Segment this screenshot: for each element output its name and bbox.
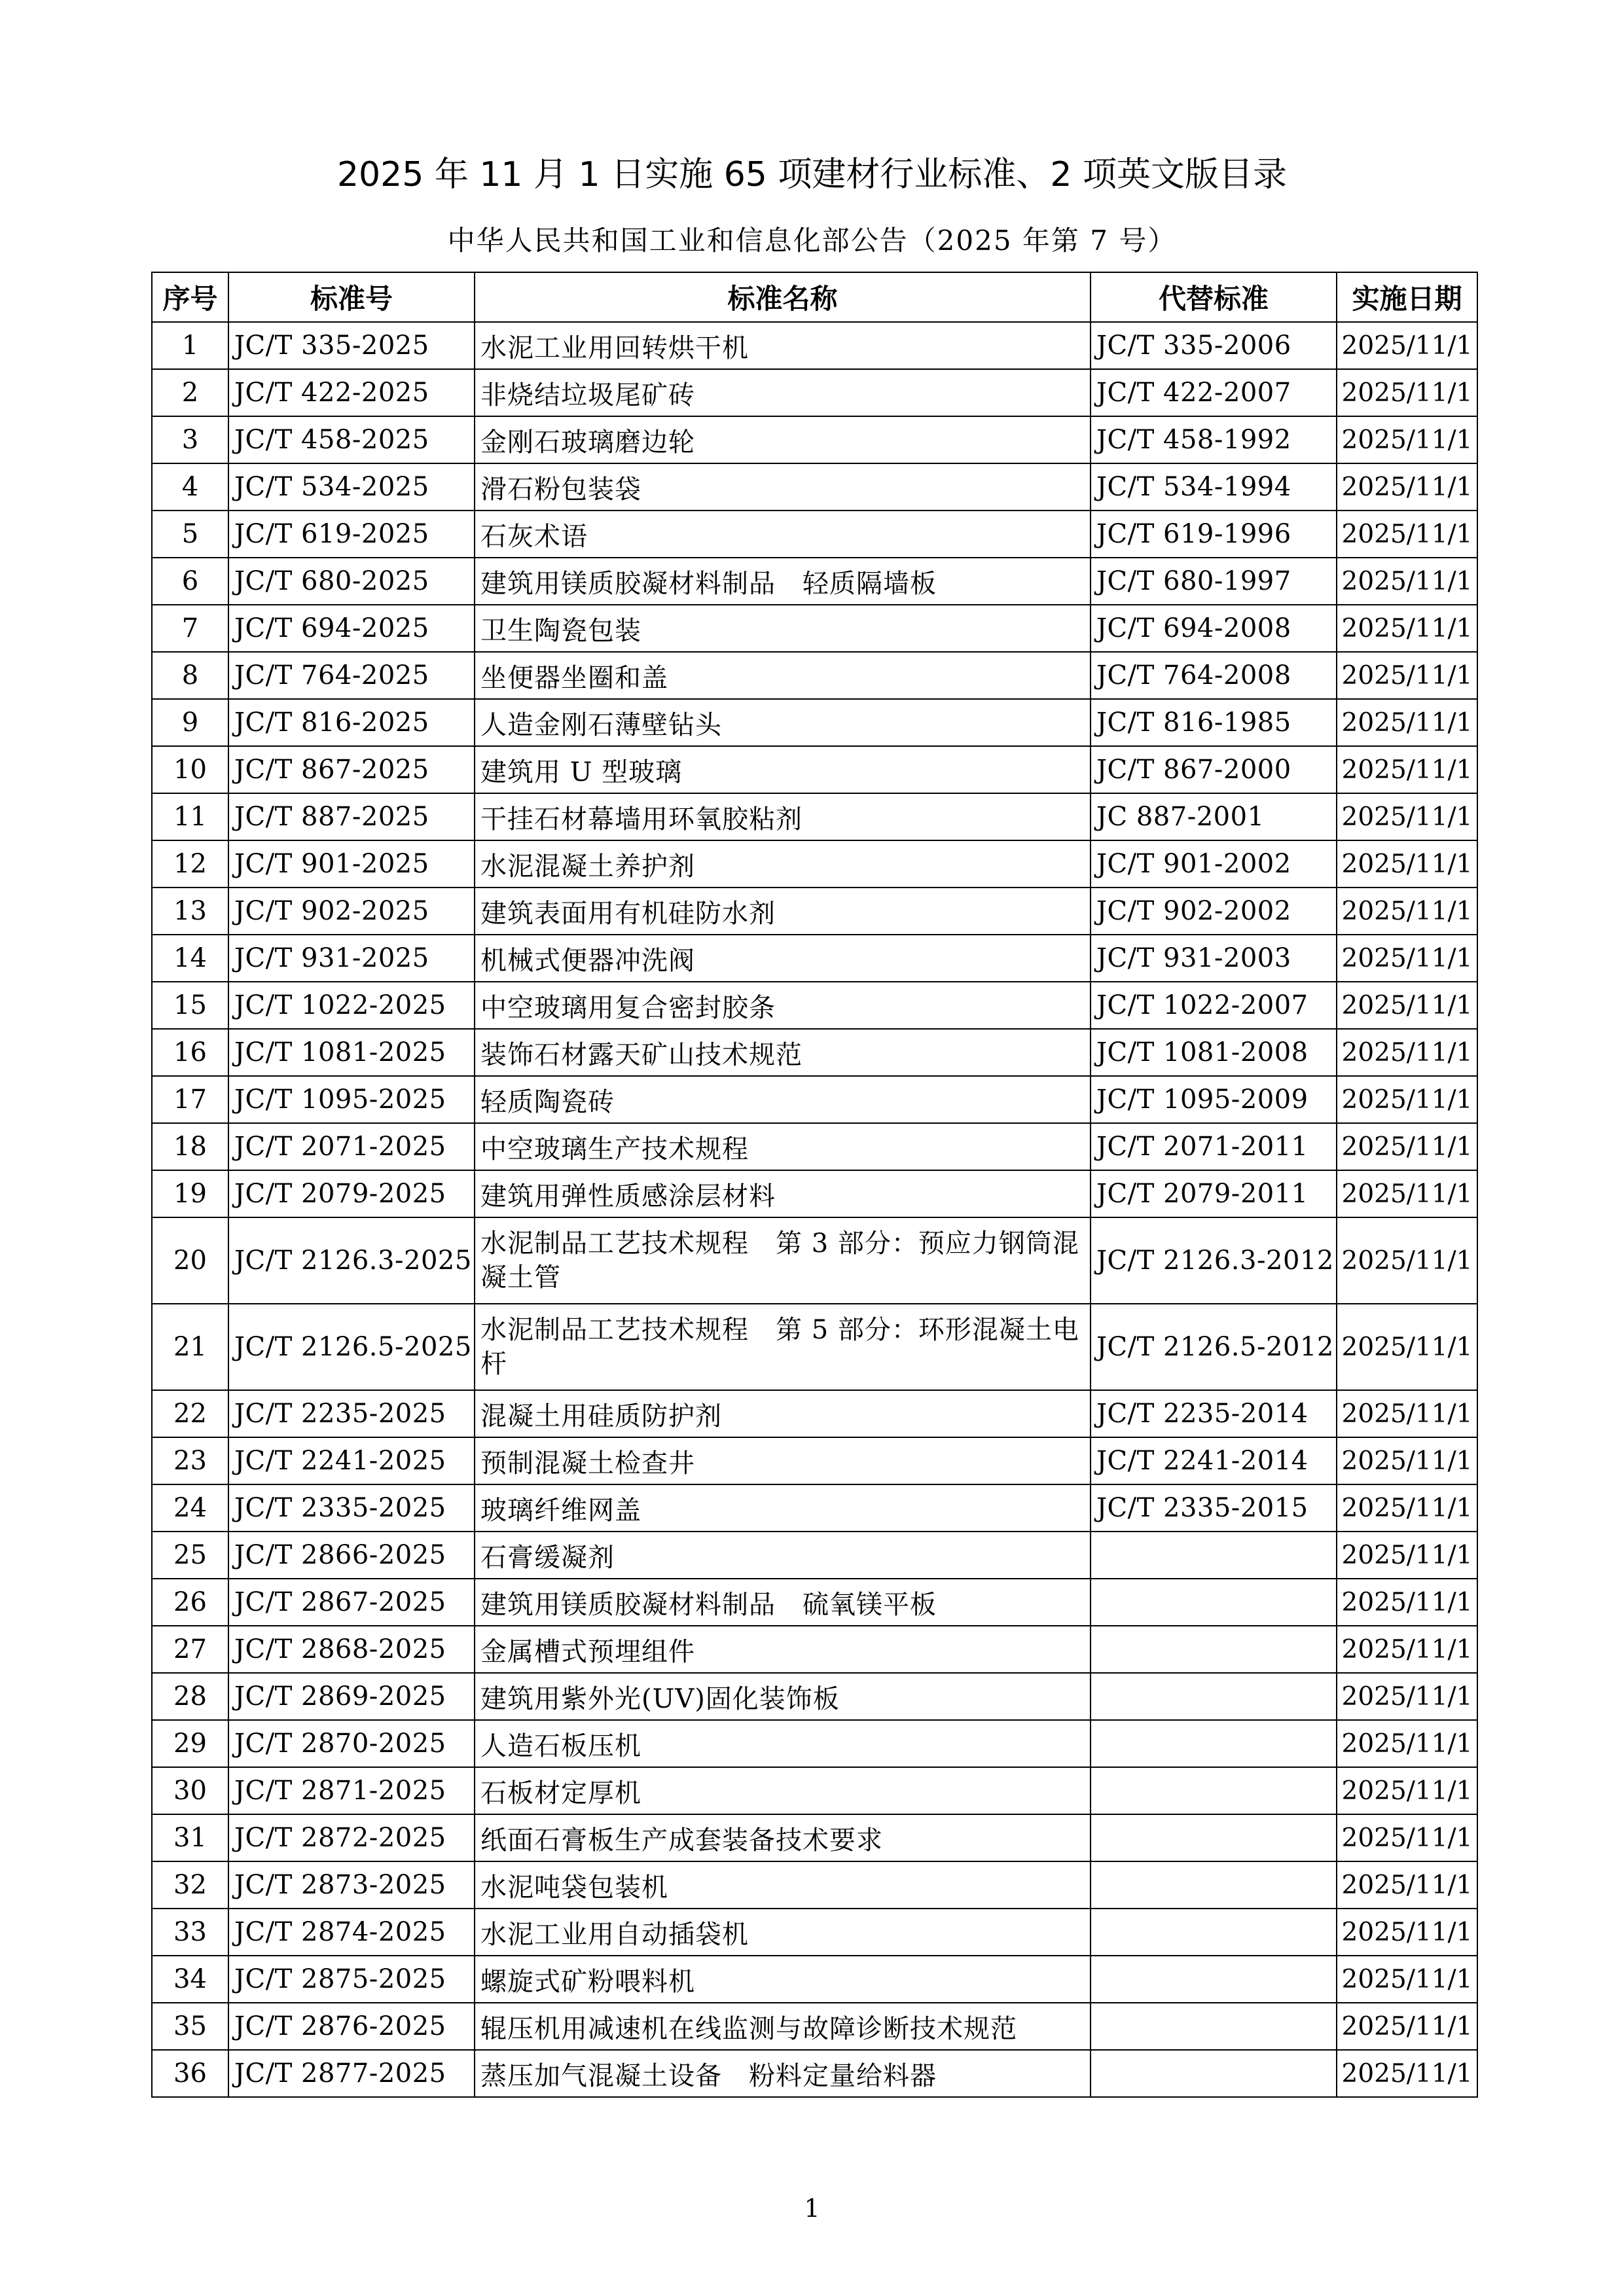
row-standard-code: JC/T 2868-2025 [228, 1626, 475, 1673]
header-serial-number: 序号 [152, 272, 228, 322]
row-implementation-date: 2025/11/1 [1337, 1076, 1477, 1123]
row-replaced-standard: JC/T 2126.3-2012 [1091, 1217, 1337, 1304]
row-implementation-date: 2025/11/1 [1337, 793, 1477, 840]
row-replaced-standard: JC/T 1081-2008 [1091, 1029, 1337, 1076]
row-replaced-standard [1091, 2050, 1337, 2097]
row-serial-number: 31 [152, 1814, 228, 1861]
row-standard-code: JC/T 2126.5-2025 [228, 1304, 475, 1390]
row-standard-name: 建筑用弹性质感涂层材料 [475, 1170, 1091, 1217]
row-replaced-standard [1091, 1626, 1337, 1673]
row-serial-number: 19 [152, 1170, 228, 1217]
row-serial-number: 34 [152, 1956, 228, 2003]
row-serial-number: 11 [152, 793, 228, 840]
row-standard-code: JC/T 2877-2025 [228, 2050, 475, 2097]
row-implementation-date: 2025/11/1 [1337, 369, 1477, 416]
row-standard-name: 混凝土用硅质防护剂 [475, 1390, 1091, 1437]
row-standard-code: JC/T 694-2025 [228, 605, 475, 652]
table-row [152, 1390, 1477, 1437]
row-standard-code: JC/T 2241-2025 [228, 1437, 475, 1484]
row-implementation-date: 2025/11/1 [1337, 652, 1477, 699]
row-serial-number: 36 [152, 2050, 228, 2097]
row-implementation-date: 2025/11/1 [1337, 1532, 1477, 1579]
row-implementation-date: 2025/11/1 [1337, 1861, 1477, 1909]
table-row [152, 1437, 1477, 1484]
table-row [152, 322, 1477, 369]
row-replaced-standard: JC/T 2126.5-2012 [1091, 1304, 1337, 1390]
row-standard-name: 建筑用紫外光(UV)固化装饰板 [475, 1673, 1091, 1720]
table-row [152, 1909, 1477, 1956]
row-standard-name: 中空玻璃用复合密封胶条 [475, 982, 1091, 1029]
table-row [152, 982, 1477, 1029]
row-standard-name: 机械式便器冲洗阀 [475, 935, 1091, 982]
row-standard-name: 纸面石膏板生产成套装备技术要求 [475, 1814, 1091, 1861]
row-replaced-standard: JC/T 534-1994 [1091, 463, 1337, 511]
row-standard-code: JC/T 2335-2025 [228, 1484, 475, 1532]
row-replaced-standard: JC/T 680-1997 [1091, 558, 1337, 605]
row-standard-code: JC/T 867-2025 [228, 746, 475, 793]
table-row [152, 699, 1477, 746]
table-row [152, 1076, 1477, 1123]
header-standard-code: 标准号 [228, 272, 475, 322]
row-replaced-standard: JC/T 2335-2015 [1091, 1484, 1337, 1532]
row-replaced-standard [1091, 1579, 1337, 1626]
row-standard-name: 金属槽式预埋组件 [475, 1626, 1091, 1673]
row-serial-number: 27 [152, 1626, 228, 1673]
row-standard-name: 滑石粉包装袋 [475, 463, 1091, 511]
row-standard-name: 坐便器坐圈和盖 [475, 652, 1091, 699]
row-replaced-standard: JC/T 2235-2014 [1091, 1390, 1337, 1437]
header-replaced-standard: 代替标准 [1091, 272, 1337, 322]
row-serial-number: 3 [152, 416, 228, 463]
row-implementation-date: 2025/11/1 [1337, 1767, 1477, 1814]
row-serial-number: 17 [152, 1076, 228, 1123]
row-standard-name: 水泥混凝土养护剂 [475, 840, 1091, 888]
row-standard-code: JC/T 458-2025 [228, 416, 475, 463]
table-row [152, 1579, 1477, 1626]
row-implementation-date: 2025/11/1 [1337, 416, 1477, 463]
table-row [152, 1029, 1477, 1076]
row-replaced-standard [1091, 1861, 1337, 1909]
row-replaced-standard: JC/T 2079-2011 [1091, 1170, 1337, 1217]
row-implementation-date: 2025/11/1 [1337, 1909, 1477, 1956]
row-standard-code: JC/T 2873-2025 [228, 1861, 475, 1909]
row-standard-code: JC/T 2867-2025 [228, 1579, 475, 1626]
row-serial-number: 9 [152, 699, 228, 746]
row-standard-code: JC/T 422-2025 [228, 369, 475, 416]
row-replaced-standard [1091, 1956, 1337, 2003]
row-implementation-date: 2025/11/1 [1337, 1123, 1477, 1170]
row-serial-number: 6 [152, 558, 228, 605]
row-standard-code: JC/T 887-2025 [228, 793, 475, 840]
row-standard-code: JC/T 2871-2025 [228, 1767, 475, 1814]
row-implementation-date: 2025/11/1 [1337, 1390, 1477, 1437]
row-standard-code: JC/T 2071-2025 [228, 1123, 475, 1170]
row-standard-code: JC/T 619-2025 [228, 511, 475, 558]
row-standard-code: JC/T 764-2025 [228, 652, 475, 699]
row-implementation-date: 2025/11/1 [1337, 888, 1477, 935]
row-serial-number: 28 [152, 1673, 228, 1720]
row-standard-code: JC/T 2869-2025 [228, 1673, 475, 1720]
row-standard-code: JC/T 902-2025 [228, 888, 475, 935]
row-standard-name: 石灰术语 [475, 511, 1091, 558]
row-serial-number: 7 [152, 605, 228, 652]
row-implementation-date: 2025/11/1 [1337, 1304, 1477, 1390]
row-standard-name: 水泥工业用回转烘干机 [475, 322, 1091, 369]
row-standard-name: 中空玻璃生产技术规程 [475, 1123, 1091, 1170]
row-implementation-date: 2025/11/1 [1337, 463, 1477, 511]
row-implementation-date: 2025/11/1 [1337, 1814, 1477, 1861]
table-row [152, 888, 1477, 935]
row-standard-name: 人造石板压机 [475, 1720, 1091, 1767]
row-serial-number: 33 [152, 1909, 228, 1956]
row-implementation-date: 2025/11/1 [1337, 1673, 1477, 1720]
row-standard-name: 金刚石玻璃磨边轮 [475, 416, 1091, 463]
row-serial-number: 24 [152, 1484, 228, 1532]
row-standard-code: JC/T 1081-2025 [228, 1029, 475, 1076]
row-standard-name: 水泥制品工艺技术规程 第 5 部分：环形混凝土电杆 [475, 1304, 1091, 1390]
row-implementation-date: 2025/11/1 [1337, 558, 1477, 605]
row-standard-name: 非烧结垃圾尾矿砖 [475, 369, 1091, 416]
table-row [152, 652, 1477, 699]
row-standard-name: 装饰石材露天矿山技术规范 [475, 1029, 1091, 1076]
table-row [152, 1626, 1477, 1673]
document-title: 2025 年 11 月 1 日实施 65 项建材行业标准、2 项英文版目录 [336, 155, 1288, 194]
row-replaced-standard: JC/T 422-2007 [1091, 369, 1337, 416]
row-replaced-standard: JC/T 902-2002 [1091, 888, 1337, 935]
table-row [152, 2003, 1477, 2050]
row-standard-code: JC/T 2866-2025 [228, 1532, 475, 1579]
row-standard-name: 建筑表面用有机硅防水剂 [475, 888, 1091, 935]
row-replaced-standard [1091, 1814, 1337, 1861]
row-replaced-standard [1091, 1767, 1337, 1814]
row-standard-code: JC/T 1022-2025 [228, 982, 475, 1029]
row-implementation-date: 2025/11/1 [1337, 2003, 1477, 2050]
row-replaced-standard: JC/T 1022-2007 [1091, 982, 1337, 1029]
row-serial-number: 4 [152, 463, 228, 511]
row-replaced-standard [1091, 1673, 1337, 1720]
row-implementation-date: 2025/11/1 [1337, 935, 1477, 982]
row-standard-name: 建筑用镁质胶凝材料制品 硫氧镁平板 [475, 1579, 1091, 1626]
header-standard-name: 标准名称 [475, 272, 1091, 322]
row-serial-number: 26 [152, 1579, 228, 1626]
row-serial-number: 20 [152, 1217, 228, 1304]
table-row [152, 369, 1477, 416]
table-row [152, 1484, 1477, 1532]
table-row [152, 746, 1477, 793]
table-row [152, 605, 1477, 652]
row-standard-code: JC/T 534-2025 [228, 463, 475, 511]
row-standard-name: 石板材定厚机 [475, 1767, 1091, 1814]
row-standard-name: 干挂石材幕墙用环氧胶粘剂 [475, 793, 1091, 840]
row-serial-number: 15 [152, 982, 228, 1029]
row-replaced-standard: JC/T 2071-2011 [1091, 1123, 1337, 1170]
row-implementation-date: 2025/11/1 [1337, 1029, 1477, 1076]
row-standard-code: JC/T 335-2025 [228, 322, 475, 369]
row-replaced-standard: JC/T 931-2003 [1091, 935, 1337, 982]
table-row [152, 793, 1477, 840]
row-standard-code: JC/T 1095-2025 [228, 1076, 475, 1123]
row-serial-number: 21 [152, 1304, 228, 1390]
row-implementation-date: 2025/11/1 [1337, 1956, 1477, 2003]
row-standard-code: JC/T 2235-2025 [228, 1390, 475, 1437]
row-implementation-date: 2025/11/1 [1337, 699, 1477, 746]
row-serial-number: 25 [152, 1532, 228, 1579]
row-replaced-standard [1091, 2003, 1337, 2050]
row-replaced-standard: JC/T 2241-2014 [1091, 1437, 1337, 1484]
table-row [152, 1814, 1477, 1861]
row-replaced-standard: JC/T 764-2008 [1091, 652, 1337, 699]
row-serial-number: 22 [152, 1390, 228, 1437]
row-standard-code: JC/T 931-2025 [228, 935, 475, 982]
row-standard-name: 蒸压加气混凝土设备 粉料定量给料器 [475, 2050, 1091, 2097]
row-standard-code: JC/T 2876-2025 [228, 2003, 475, 2050]
row-serial-number: 16 [152, 1029, 228, 1076]
row-serial-number: 23 [152, 1437, 228, 1484]
row-replaced-standard: JC/T 901-2002 [1091, 840, 1337, 888]
row-standard-code: JC/T 816-2025 [228, 699, 475, 746]
row-implementation-date: 2025/11/1 [1337, 1484, 1477, 1532]
row-serial-number: 12 [152, 840, 228, 888]
row-standard-name: 预制混凝土检查井 [475, 1437, 1091, 1484]
row-replaced-standard: JC/T 694-2008 [1091, 605, 1337, 652]
row-implementation-date: 2025/11/1 [1337, 1217, 1477, 1304]
row-replaced-standard: JC 887-2001 [1091, 793, 1337, 840]
row-standard-code: JC/T 2874-2025 [228, 1909, 475, 1956]
row-replaced-standard: JC/T 619-1996 [1091, 511, 1337, 558]
row-standard-name: 人造金刚石薄壁钻头 [475, 699, 1091, 746]
standards-table [151, 272, 1478, 2098]
row-implementation-date: 2025/11/1 [1337, 1579, 1477, 1626]
row-serial-number: 18 [152, 1123, 228, 1170]
row-standard-name: 水泥吨袋包装机 [475, 1861, 1091, 1909]
row-implementation-date: 2025/11/1 [1337, 1626, 1477, 1673]
table-row [152, 463, 1477, 511]
row-implementation-date: 2025/11/1 [1337, 840, 1477, 888]
row-standard-code: JC/T 2875-2025 [228, 1956, 475, 2003]
announcement-subtitle: 中华人民共和国工业和信息化部公告（2025 年第 7 号） [447, 224, 1177, 257]
table-row [152, 935, 1477, 982]
row-standard-name: 玻璃纤维网盖 [475, 1484, 1091, 1532]
row-standard-name: 螺旋式矿粉喂料机 [475, 1956, 1091, 2003]
row-serial-number: 35 [152, 2003, 228, 2050]
row-replaced-standard: JC/T 1095-2009 [1091, 1076, 1337, 1123]
table-row [152, 1956, 1477, 2003]
row-implementation-date: 2025/11/1 [1337, 511, 1477, 558]
row-serial-number: 5 [152, 511, 228, 558]
row-standard-code: JC/T 2079-2025 [228, 1170, 475, 1217]
row-standard-name: 水泥制品工艺技术规程 第 3 部分：预应力钢筒混凝土管 [475, 1217, 1091, 1304]
row-replaced-standard [1091, 1909, 1337, 1956]
row-implementation-date: 2025/11/1 [1337, 1437, 1477, 1484]
row-serial-number: 29 [152, 1720, 228, 1767]
row-implementation-date: 2025/11/1 [1337, 2050, 1477, 2097]
table-row [152, 416, 1477, 463]
row-serial-number: 13 [152, 888, 228, 935]
row-replaced-standard: JC/T 335-2006 [1091, 322, 1337, 369]
row-standard-name: 轻质陶瓷砖 [475, 1076, 1091, 1123]
table-body [152, 322, 1477, 2097]
table-row [152, 840, 1477, 888]
table-row [152, 1532, 1477, 1579]
table-row [152, 1767, 1477, 1814]
row-serial-number: 1 [152, 322, 228, 369]
table-row [152, 558, 1477, 605]
row-standard-name: 建筑用 U 型玻璃 [475, 746, 1091, 793]
row-implementation-date: 2025/11/1 [1337, 322, 1477, 369]
table-row [152, 1123, 1477, 1170]
table-row [152, 1217, 1477, 1304]
row-standard-code: JC/T 680-2025 [228, 558, 475, 605]
table-header-row [152, 272, 1477, 322]
row-standard-name: 卫生陶瓷包装 [475, 605, 1091, 652]
row-implementation-date: 2025/11/1 [1337, 1170, 1477, 1217]
row-standard-name: 石膏缓凝剂 [475, 1532, 1091, 1579]
row-replaced-standard: JC/T 867-2000 [1091, 746, 1337, 793]
row-standard-name: 水泥工业用自动插袋机 [475, 1909, 1091, 1956]
row-standard-name: 辊压机用减速机在线监测与故障诊断技术规范 [475, 2003, 1091, 2050]
row-replaced-standard [1091, 1720, 1337, 1767]
row-serial-number: 30 [152, 1767, 228, 1814]
row-replaced-standard [1091, 1532, 1337, 1579]
row-implementation-date: 2025/11/1 [1337, 605, 1477, 652]
table-row [152, 2050, 1477, 2097]
table-row [152, 1720, 1477, 1767]
row-standard-code: JC/T 901-2025 [228, 840, 475, 888]
row-serial-number: 32 [152, 1861, 228, 1909]
row-standard-code: JC/T 2870-2025 [228, 1720, 475, 1767]
row-standard-code: JC/T 2126.3-2025 [228, 1217, 475, 1304]
row-implementation-date: 2025/11/1 [1337, 1720, 1477, 1767]
row-serial-number: 2 [152, 369, 228, 416]
table-row [152, 511, 1477, 558]
row-replaced-standard: JC/T 458-1992 [1091, 416, 1337, 463]
row-serial-number: 10 [152, 746, 228, 793]
row-standard-code: JC/T 2872-2025 [228, 1814, 475, 1861]
row-standard-name: 建筑用镁质胶凝材料制品 轻质隔墙板 [475, 558, 1091, 605]
table-row [152, 1304, 1477, 1390]
row-replaced-standard: JC/T 816-1985 [1091, 699, 1337, 746]
header-implementation-date: 实施日期 [1337, 272, 1477, 322]
table-row [152, 1861, 1477, 1909]
table-row [152, 1673, 1477, 1720]
row-implementation-date: 2025/11/1 [1337, 982, 1477, 1029]
row-serial-number: 14 [152, 935, 228, 982]
table-row [152, 1170, 1477, 1217]
page-number: 1 [804, 2194, 820, 2223]
row-serial-number: 8 [152, 652, 228, 699]
row-implementation-date: 2025/11/1 [1337, 746, 1477, 793]
